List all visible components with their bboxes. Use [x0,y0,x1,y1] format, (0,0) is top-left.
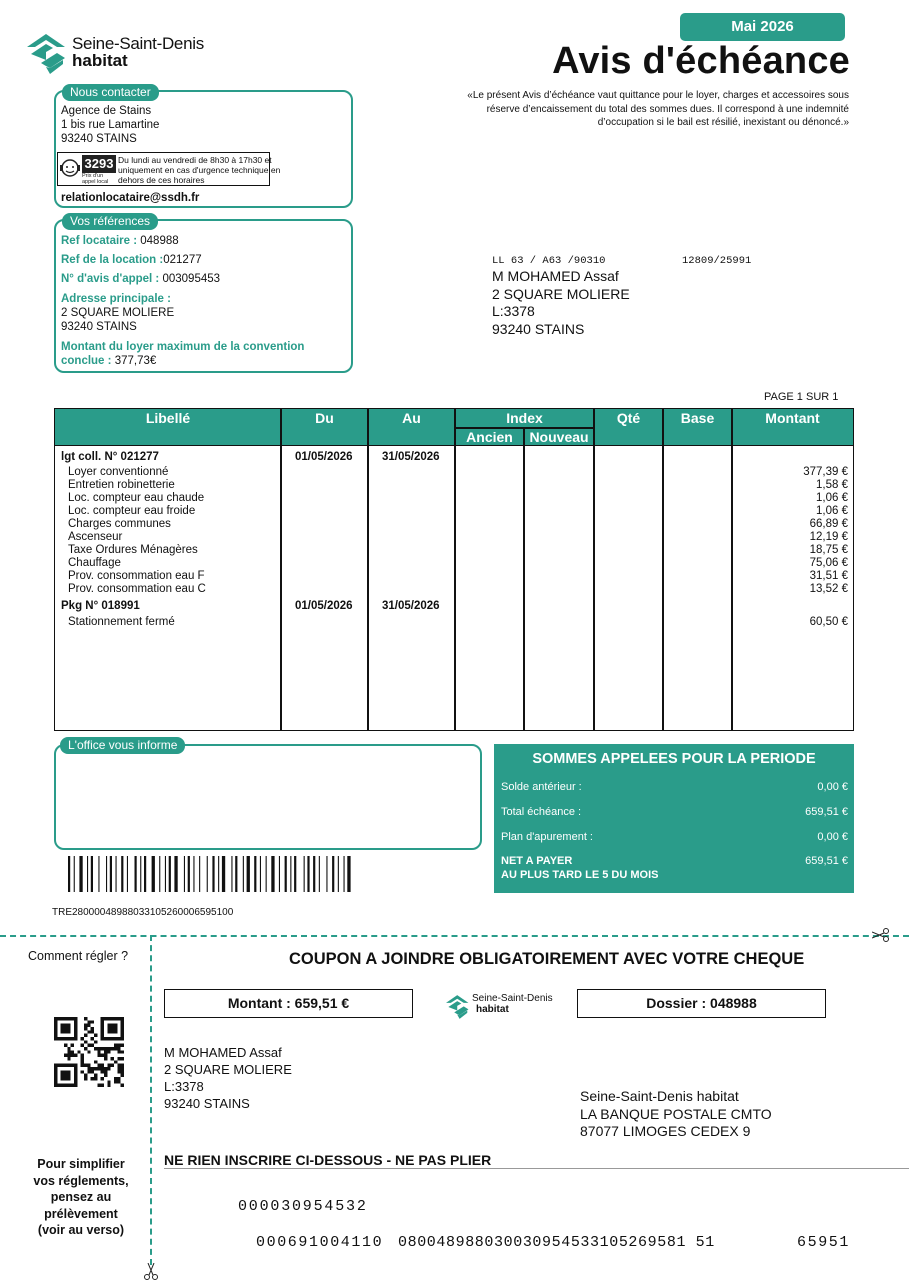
promo-line: prélèvement [44,1206,118,1221]
coupon-title: COUPON A JOINDRE OBLIGATOIREMENT AVEC VOTRE CHEQUE [289,950,805,968]
legal-note-line: d’occupation si le bail est résilié, inexistant ou dénoncé.» [597,117,849,128]
row-amount: 1,58 € [816,479,848,491]
max-rent [61,354,156,368]
ref-locataire [61,234,179,248]
col-divider [731,408,733,731]
row-label: Chauffage [68,557,121,569]
col-libelle: Libellé [145,410,191,426]
row-amount: 13,52 € [809,583,848,595]
row-label: Entretien robinetterie [68,479,175,491]
payer-line: L:3378 [164,1079,204,1094]
promo-line: (voir au verso) [37,1223,125,1237]
ocr-line-2b: 080048988030030954533105269581 51 [398,1234,715,1251]
hours-line: uniquement en cas d'urgence technique en [118,165,281,175]
recipient-code-2: 12809/25991 [682,255,752,267]
address-label: Adresse principale : [61,293,171,305]
payer-name: M MOHAMED Assaf [164,1045,282,1060]
ocr-line-2a: 000691004110 [256,1234,384,1251]
how-to-pay: Comment régler ? [28,949,129,963]
coupon-logo-sub: habitat [476,1004,509,1015]
col-index: Index [506,410,543,426]
row-label: Loyer conventionné [68,466,169,478]
group-date-from: 01/05/2026 [295,600,353,612]
month-badge: Mai 2026 [680,13,845,41]
col-montant: Montant [765,410,820,426]
row-amount: 1,06 € [816,505,848,517]
totals-panel [494,744,854,893]
references-tag: Vos références [62,213,158,230]
solde-label: Solde antérieur : [501,781,582,793]
phone-note: Prix d'un appel local [82,173,109,185]
promo-line: Pour simplifier [37,1157,125,1171]
col-au: Au [402,410,421,426]
hours-line: dehors de ces horaires [118,175,205,185]
ssdh-logo-icon [446,994,472,1020]
direct-debit-promo [18,1156,144,1239]
row-amount: 377,39 € [803,466,848,478]
page-title: Avis d'échéance [552,40,850,82]
promo-line: pensez au [50,1190,112,1204]
ssdh-logo-icon [27,32,71,76]
cut-line [0,935,909,937]
coupon-dossier: Dossier : 048988 [577,989,826,1018]
ref-location [61,253,202,267]
row-label: Stationnement fermé [68,616,175,628]
recipient-code: LL 63 / A63 /90310 [492,255,606,267]
avis-label: N° d'avis d'appel : [61,273,160,285]
no-write-underline [164,1168,909,1169]
row-label: Charges communes [68,518,171,530]
qr-code[interactable] [54,1017,124,1087]
hours-line: Du lundi au vendredi de 8h30 à 17h30 et [118,155,272,165]
col-ancien: Ancien [466,429,513,445]
ref-location-value: 021277 [163,254,202,266]
row-amount: 31,51 € [809,570,848,582]
max-rent-label: Montant du loyer maximum de la convention [61,341,305,353]
ocr-line-1: 000030954532 [238,1198,368,1215]
row-label: Ascenseur [68,531,123,543]
row-label: Loc. compteur eau chaude [68,492,205,504]
recipient-name: M MOHAMED Assaf [492,268,619,284]
net-value: 659,51 € [805,855,848,867]
col-divider [367,408,369,731]
total-value: 659,51 € [805,806,848,818]
col-divider [280,408,282,731]
payer-line: 93240 STAINS [164,1096,250,1111]
bank-line: Seine-Saint-Denis habitat [580,1088,739,1104]
no-write-notice: NE RIEN INSCRIRE CI-DESSOUS - NE PAS PLIER [164,1152,492,1168]
payer-line: 2 SQUARE MOLIERE [164,1062,292,1077]
group-title: Pkg N° 018991 [61,600,140,612]
coupon-amount: Montant : 659,51 € [164,989,413,1018]
plan-label: Plan d'apurement : [501,831,593,843]
col-nouveau: Nouveau [529,429,589,445]
col-qte: Qté [616,410,641,426]
max-rent-label-end: conclue : [61,355,112,367]
bank-address [580,1088,772,1141]
row-amount: 12,19 € [809,531,848,543]
logo-name: Seine-Saint-Denis [72,34,204,53]
info-tag: L'office vous informe [60,737,185,754]
col-base: Base [680,410,715,426]
page-number: PAGE 1 SUR 1 [764,391,839,403]
group-date-to: 31/05/2026 [382,451,440,463]
col-divider [662,408,664,731]
avis-value: 003095453 [162,273,221,285]
row-label: Loc. compteur eau froide [68,505,196,517]
headset-icon [59,156,81,182]
row-label: Taxe Ordures Ménagères [68,544,198,556]
barcode-text: TRE28000048988033105260006595100 [52,907,234,918]
col-du: Du [315,410,334,426]
phone-hours [118,155,280,185]
net-deadline: AU PLUS TARD LE 5 DU MOIS [501,869,659,881]
address-line: 2 SQUARE MOLIERE [61,307,175,319]
group-amounts [740,466,848,596]
row-amount: 66,89 € [809,518,848,530]
info-box [54,744,482,850]
cut-line-vertical [150,935,152,1265]
plan-value: 0,00 € [817,831,848,843]
recipient-line: 93240 STAINS [492,320,585,337]
group-date-to: 31/05/2026 [382,600,440,612]
row-label: Prov. consommation eau C [68,583,206,595]
contact-tag: Nous contacter [62,84,159,101]
ref-location-label: Ref de la location : [61,254,164,266]
coupon-logo-name: Seine-Saint-Denis [472,993,553,1004]
row-amount: 1,06 € [816,492,848,504]
group-date-from: 01/05/2026 [295,451,353,463]
payer-address [164,1044,292,1112]
agency-name: Agence de Stains [61,105,152,117]
scissors-icon [143,1263,159,1281]
address-city: 93240 STAINS [61,321,137,333]
agency-city: 93240 STAINS [61,133,137,145]
logo-sub: habitat [72,51,128,70]
scissors-icon [872,927,890,943]
recipient-line: L:3378 [492,303,535,319]
barcode [68,856,434,892]
bank-line: 87077 LIMOGES CEDEX 9 [580,1123,751,1139]
row-amount: 75,06 € [809,557,848,569]
legal-note-line: «Le présent Avis d’échéance vaut quittance pour le loyer, charges et accessoires sous [467,90,849,101]
ref-locataire-label: Ref locataire : [61,235,138,247]
group-rows [68,466,206,596]
row-amount: 18,75 € [809,544,848,556]
row-label: Prov. consommation eau F [68,570,205,582]
phone-number: 3293 [82,155,116,173]
ref-locataire-value: 048988 [140,235,179,247]
col-divider [593,408,595,731]
agency-street: 1 bis rue Lamartine [61,119,160,131]
solde-value: 0,00 € [817,781,848,793]
avis-number [61,272,220,286]
net-label: NET A PAYER [501,855,573,867]
group-title: lgt coll. N° 021277 [61,451,159,463]
bank-line: LA BANQUE POSTALE CMTO [580,1105,772,1122]
ocr-line-2c: 65951 [797,1234,851,1251]
col-divider [523,427,525,731]
total-label: Total échéance : [501,806,582,818]
recipient-address [492,268,630,338]
col-divider [454,408,456,731]
legal-note-line: réserve d’encaissement du total des sommes dues. Il correspond à une indemnité [486,103,849,115]
row-amount: 60,50 € [809,616,848,628]
legal-note [420,89,849,130]
recipient-line: 2 SQUARE MOLIERE [492,285,630,302]
contact-email[interactable]: relationlocataire@ssdh.fr [61,192,200,204]
promo-line: vos réglements, [33,1173,129,1188]
max-rent-value: 377,73€ [114,355,157,367]
totals-title: SOMMES APPELEES POUR LA PERIODE [532,751,816,767]
